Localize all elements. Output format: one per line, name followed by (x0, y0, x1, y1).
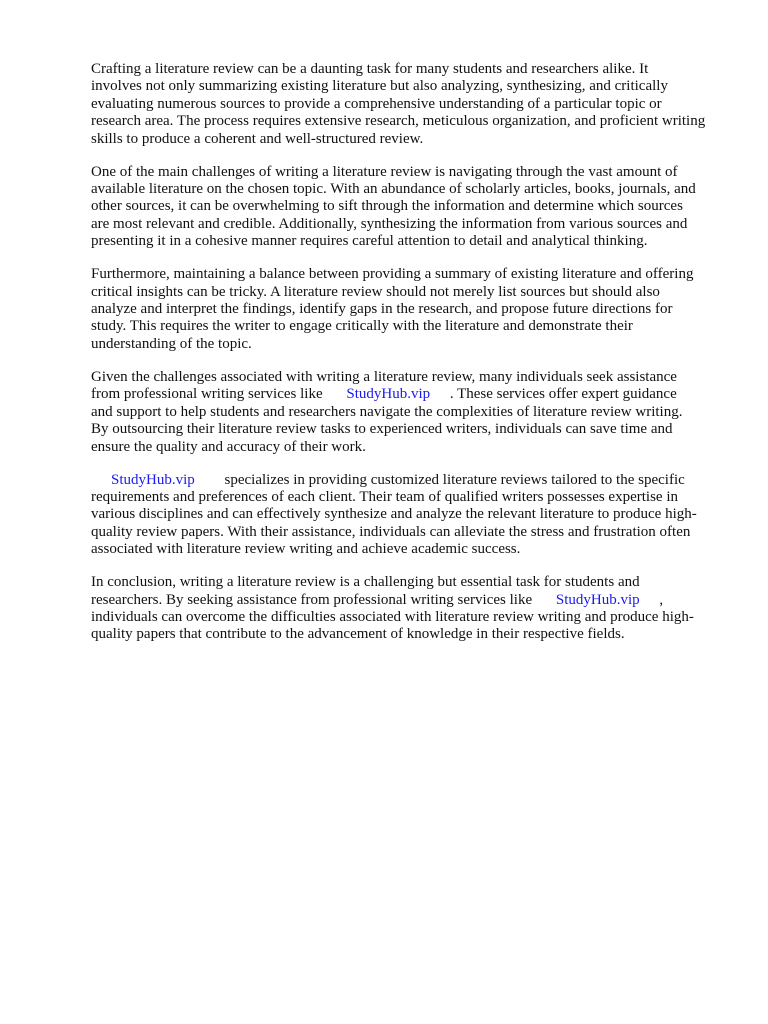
document-body (91, 61, 731, 659)
studyhub-link[interactable]: StudyHub.vip (111, 471, 195, 488)
paragraph-text: specializes in providing customized literature reviews tailored to the specific requirements and preferences of each client. Their team of qualified writers possesses expertise in various disciplines and can effectively synthesize and analyze the relevant literature to produce high- quality review papers. With their assistance, individuals can alleviate the stress and frustration often associated with literature review writing and achieve academic success. (91, 471, 697, 558)
paragraph-text: Given the challenges associated with writing a literature review, many individuals seek assistance from professional writing services like (91, 368, 677, 403)
paragraph-challenges (91, 164, 731, 251)
studyhub-link[interactable]: StudyHub.vip (555, 591, 640, 608)
paragraph-text: Crafting a literature review can be a daunting task for many students and researchers alike. It involves not only summarizing existing literature but also analyzing, synthesizing, and critically evaluating numerous sources to provide a comprehensive understanding of a particular topic or research area. The process requires extensive research, meticulous organization, and proficient writing skills to produce a coherent and well-structured review. (91, 61, 706, 147)
paragraph-text: One of the main challenges of writing a literature review is navigating through the vast amount of available literature on the chosen topic. With an abundance of scholarly articles, books, journals, and other sources, it can be overwhelming to sift through the information and determine which sources are most relevant and credible. Additionally, synthesizing the information from various sources and presenting it in a cohesive manner requires careful attention to detail and analytical thinking. (91, 163, 696, 250)
paragraph-balance (91, 266, 731, 353)
paragraph-services (91, 369, 731, 456)
studyhub-link[interactable]: StudyHub.vip (346, 386, 431, 403)
paragraph-text: In conclusion, writing a literature review is a challenging but essential task for students and researchers. By seeking assistance from professional writing services like (91, 574, 640, 608)
paragraph-intro (91, 61, 731, 148)
paragraph-text: . These services offer expert guidance and support to help students and researchers navigate the complexities of literature review writing. By outsourcing their literature review tasks to experienced writers, individuals can save time and ensure the quality and accuracy of their work. (91, 386, 683, 455)
paragraph-conclusion (91, 574, 731, 644)
paragraph-specialize (91, 472, 731, 559)
paragraph-text: , individuals can overcome the difficulties associated with literature review writing and produce high- quality papers that contribute to the advancement of knowledge in their respective fields. (91, 591, 694, 643)
paragraph-text: Furthermore, maintaining a balance between providing a summary of existing literature and offering critical insights can be tricky. A literature review should not merely list sources but should also analyze and interpret the findings, identify gaps in the research, and propose future directions for study. This requires the writer to engage critically with the literature and demonstrate their understanding of the topic. (91, 266, 694, 352)
